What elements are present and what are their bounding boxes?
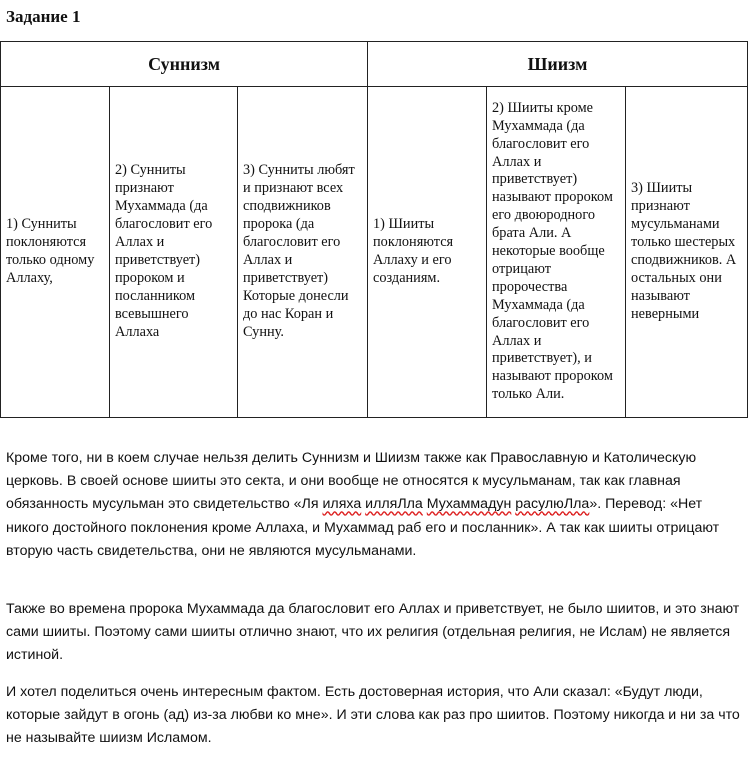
- document-title: Задание 1: [6, 7, 81, 26]
- sunni-cell-3: 3) Сунниты любят и признают всех сподвижников пророка (да благословит его Аллах и приветствует) Которые донесли до нас Коран и Сунну.: [238, 87, 368, 418]
- misspelled-word: илляЛла: [365, 496, 423, 513]
- header-shiism: Шиизм: [368, 42, 748, 87]
- paragraph-2: Также во времена пророка Мухаммада да благословит его Аллах и приветствует, не было шиитов, и это знают сами шииты. Поэтому сами шииты отлично знают, что их религия (отдельная религия, не Ислам) не является истиной.: [6, 601, 740, 664]
- table-row: [1, 87, 748, 418]
- shia-cell-1: 1) Шииты поклоняются Аллаху и его созданиям.: [368, 87, 487, 418]
- table-header-row: [1, 42, 748, 87]
- paragraph-1-text-end: ». Перевод: «Нет никого достойного поклонения кроме Аллаха, и Мухаммад раб его и посланник». А так как шииты отрицают вторую часть свидетельства, они не являются мусульманами.: [6, 496, 720, 559]
- misspelled-word: иляха: [322, 496, 362, 513]
- paragraph-1: [6, 447, 748, 563]
- sunni-cell-2: 2) Сунниты признают Мухаммада (да благословит его Аллах и приветствует) пророком и посланником всевышнего Аллаха: [110, 87, 238, 418]
- paragraph-3: И хотел поделиться очень интересным фактом. Есть достоверная история, что Али сказал: «Будут люди, которые зайдут в огонь (ад) из-за любви ко мне». И эти слова как раз про шиитов. Поэтому никогда и ни за что не называйте шиизм Исламом.: [6, 684, 740, 747]
- sunni-cell-1: 1) Сунниты поклоняются только одному Аллаху,: [1, 87, 110, 418]
- shia-cell-3: 3) Шииты признают мусульманами только шестерых сподвижников. А остальных они называют неверными: [626, 87, 748, 418]
- paragraph-1-text-start: Кроме того, ни в коем случае нельзя делить Суннизм и Шиизм также как Православную и Католическую церковь. В своей основе шииты это секта, и они вообще не относятся к мусульманам, так как главная обязанность мусульман это свидетельство «Ля: [6, 450, 697, 513]
- comparison-table: [0, 41, 748, 418]
- shia-cell-2: 2) Шииты кроме Мухаммада (да благословит его Аллах и приветствует) называют пророком его двоюродного брата Али. А некоторые вообще отрицают пророчества Мухаммада (да благословит его Аллах и приветствует), и называют пророком только Али.: [487, 87, 626, 418]
- misspelled-word: расулюЛла: [515, 496, 590, 513]
- header-sunnism: Суннизм: [1, 42, 368, 87]
- misspelled-word: Мухаммадун: [426, 496, 512, 513]
